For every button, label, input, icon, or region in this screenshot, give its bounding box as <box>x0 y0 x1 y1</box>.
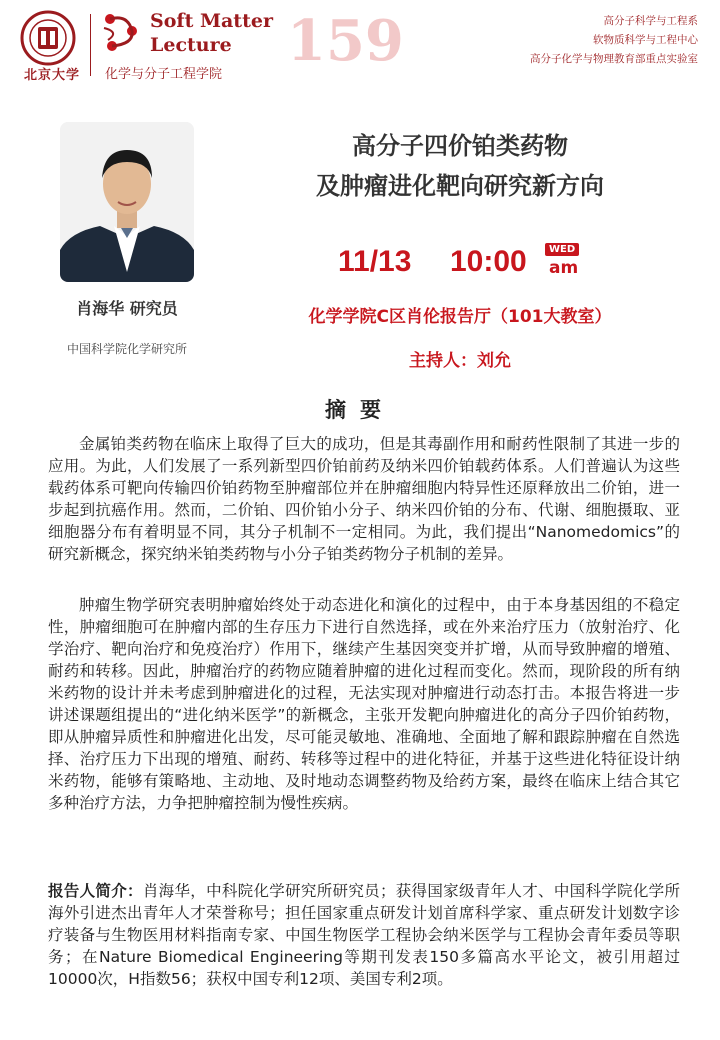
speaker-bio <box>48 880 680 990</box>
bio-text: 肖海华，中科院化学研究所研究员；获得国家级青年人才、中国科学院化学所海外引进杰出青年人才荣誉称号；担任国家重点研发计划首席科学家、重点研发计划数字诊疗装备与生物医用材料指南专家、中国生物医学工程协会纳米医学与工程协会青年委员等职务；在Nature Biomedical Engineering等期刊发表150多篇高水平论文，被引用超过10000次，H指数56；获权中国专利12项、美国专利2项。 <box>48 882 680 988</box>
soft-matter-logo <box>98 10 144 56</box>
organizer-item: 软物质科学与工程中心 <box>593 34 698 46</box>
talk-date: 11/13 <box>338 245 412 278</box>
speaker-photo <box>60 122 194 282</box>
speaker-name: 肖海华 研究员 <box>76 299 178 318</box>
abstract-paragraph: 肿瘤生物学研究表明肿瘤始终处于动态进化和演化的过程中，由于本身基因组的不稳定性，肿瘤细胞可在肿瘤内部的生存压力下进行自然选择，或在外来治疗压力（放射治疗、化学治疗、靶向治疗和免疫治疗）作用下，继续产生基因突变并扩增，从而导致肿瘤的增殖、耐药和转移。因此，肿瘤治疗的药物应随着肿瘤的进化过程而变化。然而，现阶段的所有纳米药物的设计并未考虑到肿瘤进化的过程，无法实现对肿瘤进行动态打击。本报告将进一步讲述课题组提出的“进化纳米医学”的新概念，主张开发靶向肿瘤进化的高分子四价铂药物，即从肿瘤异质性和肿瘤进化出发，尽可能灵敏地、准确地、全面地了解和跟踪肿瘤在自然选择、治疗压力下出现的增殖、耐药、转移等过程中的进化特征，并基于这些进化特征设计纳米药物，能够有策略地、主动地、及时地动态调整药物及给药方案，最终在临床上结合其它多种治疗方法，力争把肿瘤控制为慢性疾病。 <box>48 596 680 812</box>
am-pm-label: am <box>549 258 579 278</box>
venue: 化学学院C区肖伦报告厅（101大教室） <box>308 307 612 327</box>
series-title-line2: Lecture <box>150 34 232 56</box>
bio-label: 报告人简介： <box>48 882 143 900</box>
organizers-list <box>530 12 698 69</box>
organizer-item: 高分子科学与工程系 <box>603 15 698 27</box>
abstract-paragraph: 金属铂类药物在临床上取得了巨大的成功，但是其毒副作用和耐药性限制了其进一步的应用。为此，人们发展了一系列新型四价铂前药及纳米四价铂载药体系。人们普遍认为这些载药体系可靶向传输四价铂药物至肿瘤部位并在肿瘤细胞内特异性还原释放出二价铂，进一步起到抗癌作用。然而，二价铂、四价铂小分子、纳米四价铂的分布、代谢、细胞摄取、亚细胞器分布有着明显不同，其分子机制不一定相同。为此，我们提出“Nanomedomics”的研究新概念，探究纳米铂类药物与小分子铂类药物分子机制的差异。 <box>48 435 680 563</box>
series-title-line1: Soft Matter <box>150 10 273 32</box>
abstract-heading: 摘要 <box>325 398 395 422</box>
talk-title-line2: 及肿瘤进化靶向研究新方向 <box>316 172 604 200</box>
pku-seal-logo <box>20 10 76 66</box>
talk-title-line1: 高分子四价铂类药物 <box>352 132 568 160</box>
university-name: 北京大学 <box>24 68 81 83</box>
speaker-institution: 中国科学院化学研究所 <box>66 342 187 356</box>
weekday-badge: WED <box>545 243 579 256</box>
talk-time: 10:00 <box>450 245 527 278</box>
header-divider <box>90 14 91 76</box>
organizer-item: 高分子化学与物理教育部重点实验室 <box>530 53 698 65</box>
issue-number: 159 <box>287 8 404 74</box>
host: 主持人：刘允 <box>409 351 511 371</box>
department-name: 化学与分子工程学院 <box>105 67 223 82</box>
